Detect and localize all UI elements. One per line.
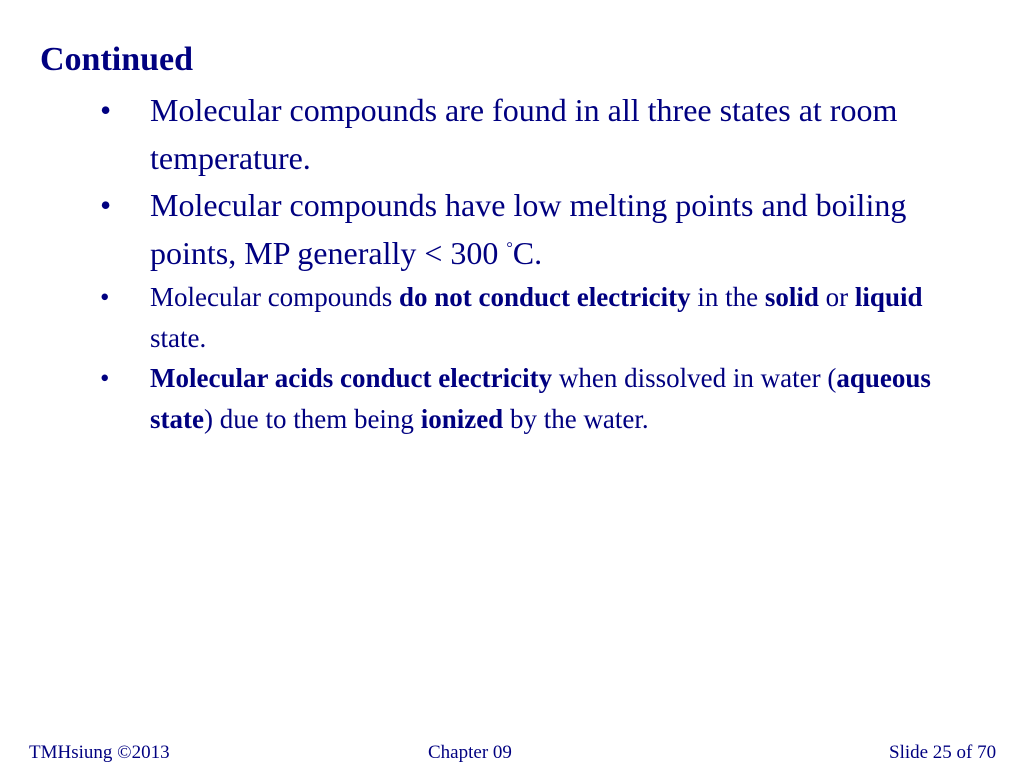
bullet-text-part: Molecular compounds bbox=[150, 282, 399, 312]
bold-phrase: solid bbox=[764, 282, 819, 312]
footer-slide-number: Slide 25 of 70 bbox=[889, 742, 997, 763]
bold-phrase: aqueous state bbox=[150, 363, 931, 434]
bullet-text bbox=[150, 277, 980, 359]
bullet-text-part: C. bbox=[512, 235, 543, 271]
bold-phrase: liquid bbox=[854, 282, 923, 312]
bullet-text-part: or bbox=[818, 282, 855, 312]
footer-chapter: Chapter 09 bbox=[428, 742, 512, 763]
slide-title: Continued bbox=[40, 41, 194, 78]
bullet-text-part: when dissolved in water ( bbox=[552, 363, 837, 393]
bullet-marker: • bbox=[100, 363, 110, 393]
bold-phrase: ionized bbox=[420, 404, 504, 434]
bullet-text-part: Molecular compounds have low melting points and boiling points, MP generally < 300 bbox=[150, 187, 907, 271]
bullet-text-part: by the water. bbox=[503, 404, 649, 434]
bullet-text bbox=[150, 358, 980, 440]
bullet-marker: • bbox=[100, 92, 112, 128]
bullet-text-part: in the bbox=[690, 282, 765, 312]
bullet-marker: • bbox=[100, 282, 110, 312]
bullet-text-part: state. bbox=[150, 323, 207, 353]
bullet-marker: • bbox=[100, 187, 112, 223]
footer-copyright: TMHsiung ©2013 bbox=[29, 742, 170, 763]
bullet-text: Molecular compounds are found in all three states at room temperature. bbox=[150, 92, 898, 176]
degree-symbol: ° bbox=[506, 240, 513, 257]
bold-phrase: Molecular acids conduct electricity bbox=[150, 363, 553, 393]
bullet-text bbox=[150, 181, 980, 277]
bold-phrase: do not conduct electricity bbox=[398, 282, 691, 312]
bullet-text-part: ) due to them being bbox=[203, 404, 421, 434]
